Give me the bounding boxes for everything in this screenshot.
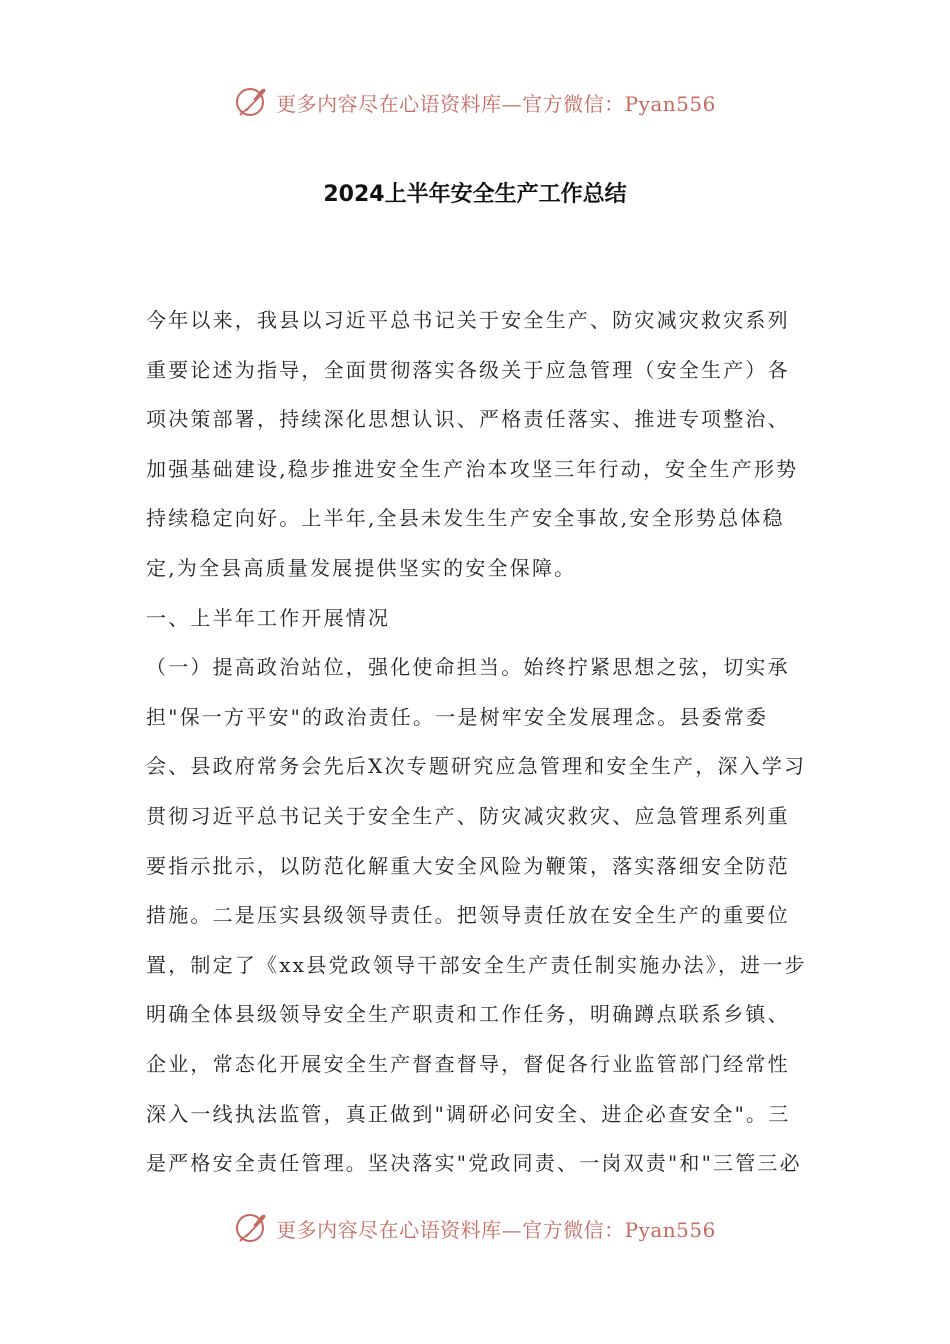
section-heading: 一、上半年工作开展情况 <box>146 605 391 630</box>
intro-paragraph: 今年以来，我县以习近平总书记关于安全生产、防灾减灾救灾系列重要论述为指导，全面贯彻落实各级关于应急管理（安全生产）各项决策部署，持续深化思想认识、严格责任落实、推进专项整治、加强基础建设,稳步推进安全生产治本攻坚三年行动，安全生产形势持续稳定向好。上半年,全县未发生生产安全事故,安全形势总体稳定,为全县高质量发展提供坚实的安全保障。 <box>146 308 799 580</box>
quill-pen-logo-icon <box>234 84 270 120</box>
header-watermark-banner <box>0 84 950 120</box>
document-title: 2024上半年安全生产工作总结 <box>323 182 627 207</box>
footer-watermark-banner <box>0 1210 950 1246</box>
header-banner-text: 更多内容尽在心语资料库—官方微信：Pyan556 <box>276 91 716 116</box>
footer-banner-text: 更多内容尽在心语资料库—官方微信：Pyan556 <box>276 1217 716 1242</box>
quill-pen-logo-icon <box>234 1210 270 1246</box>
section-paragraph: （一）提高政治站位，强化使命担当。始终拧紧思想之弦，切实承担"保一方平安"的政治责任。一是树牢安全发展理念。县委常委会、县政府常务会先后X次专题研究应急管理和安全生产，深入学习贯彻习近平总书记关于安全生产、防灾减灾救灾、应急管理系列重要指示批示，以防范化解重大安全风险为鞭策，落实落细安全防范措施。二是压实县级领导责任。把领导责任放在安全生产的重要位置，制定了《xx县党政领导干部安全生产责任制实施办法》，进一步明确全体县级领导安全生产职责和工作任务，明确蹲点联系乡镇、企业，常态化开展安全生产督查督导，督促各行业监管部门经常性深入一线执法监管，真正做到"调研必问安全、进企必查安全"。三是严格安全责任管理。坚决落实"党政同责、一岗双责"和"三管三必 <box>146 655 807 1176</box>
document-body <box>146 296 810 1189</box>
